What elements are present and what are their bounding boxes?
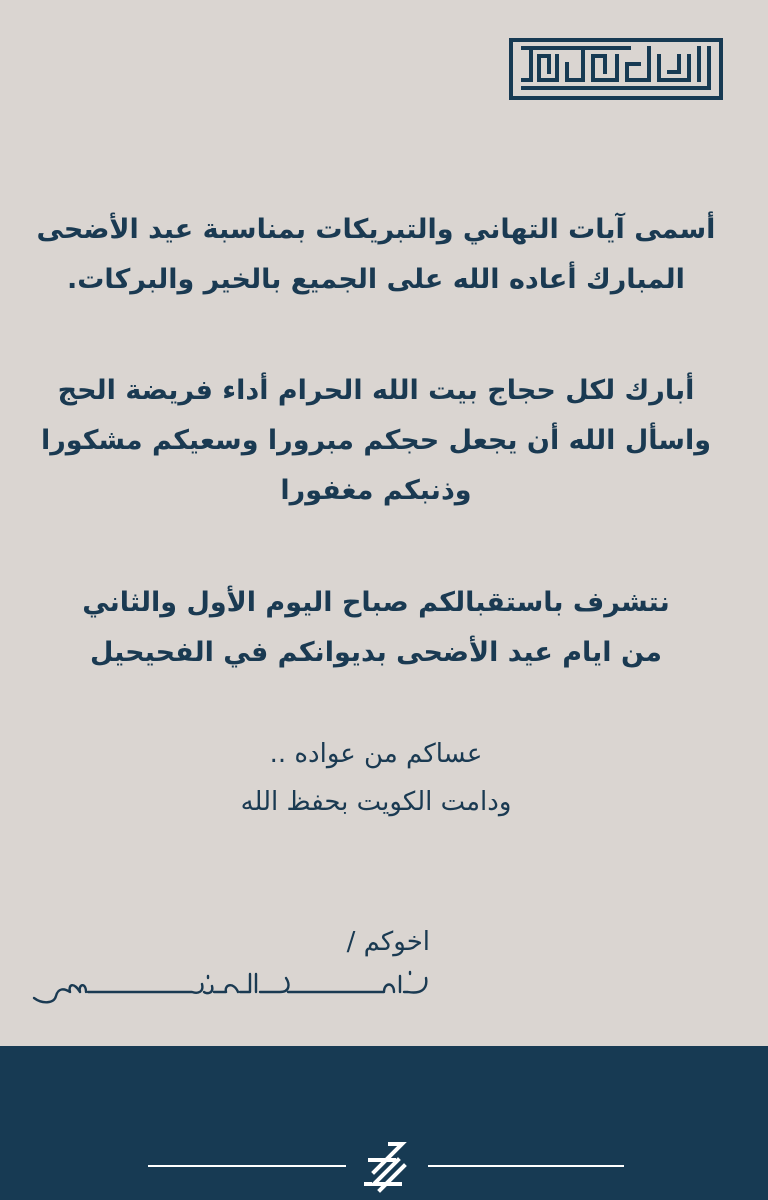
- hajj-blessing-paragraph: أبارك لكل حجاج بيت الله الحرام أداء فريضة الحج واسأل الله أن يجعل حجكم مبرورا وسعيكم مشكورا وذنبكم مغفورا: [41, 375, 711, 506]
- closing-line-1: عساكم من عواده ..: [269, 739, 483, 769]
- almounes-logo: [509, 38, 723, 100]
- footer-logo-mark-icon: [360, 1138, 410, 1194]
- greeting-paragraph: أسمى آيات التهاني والتبريكات بمناسبة عيد الأضحى المبارك أعاده الله على الجميع بالخير والبركات.: [36, 214, 716, 295]
- invitation-line-2: من ايام عيد الأضحى بديوانكم في الفحيحيل: [90, 637, 662, 668]
- footer-divider-left: [148, 1165, 346, 1167]
- footer-divider-right: [428, 1165, 624, 1167]
- invitation-line-1: نتشرف باستقبالكم صباح اليوم الأول والثاني: [82, 587, 670, 618]
- closing-line-2: ودامت الكويت بحفظ الله: [240, 787, 512, 817]
- signature-name: [28, 960, 428, 1020]
- closing-paragraph: [20, 730, 732, 826]
- invitation-paragraph: [20, 578, 732, 678]
- signature-from: اخوكم /: [346, 927, 430, 957]
